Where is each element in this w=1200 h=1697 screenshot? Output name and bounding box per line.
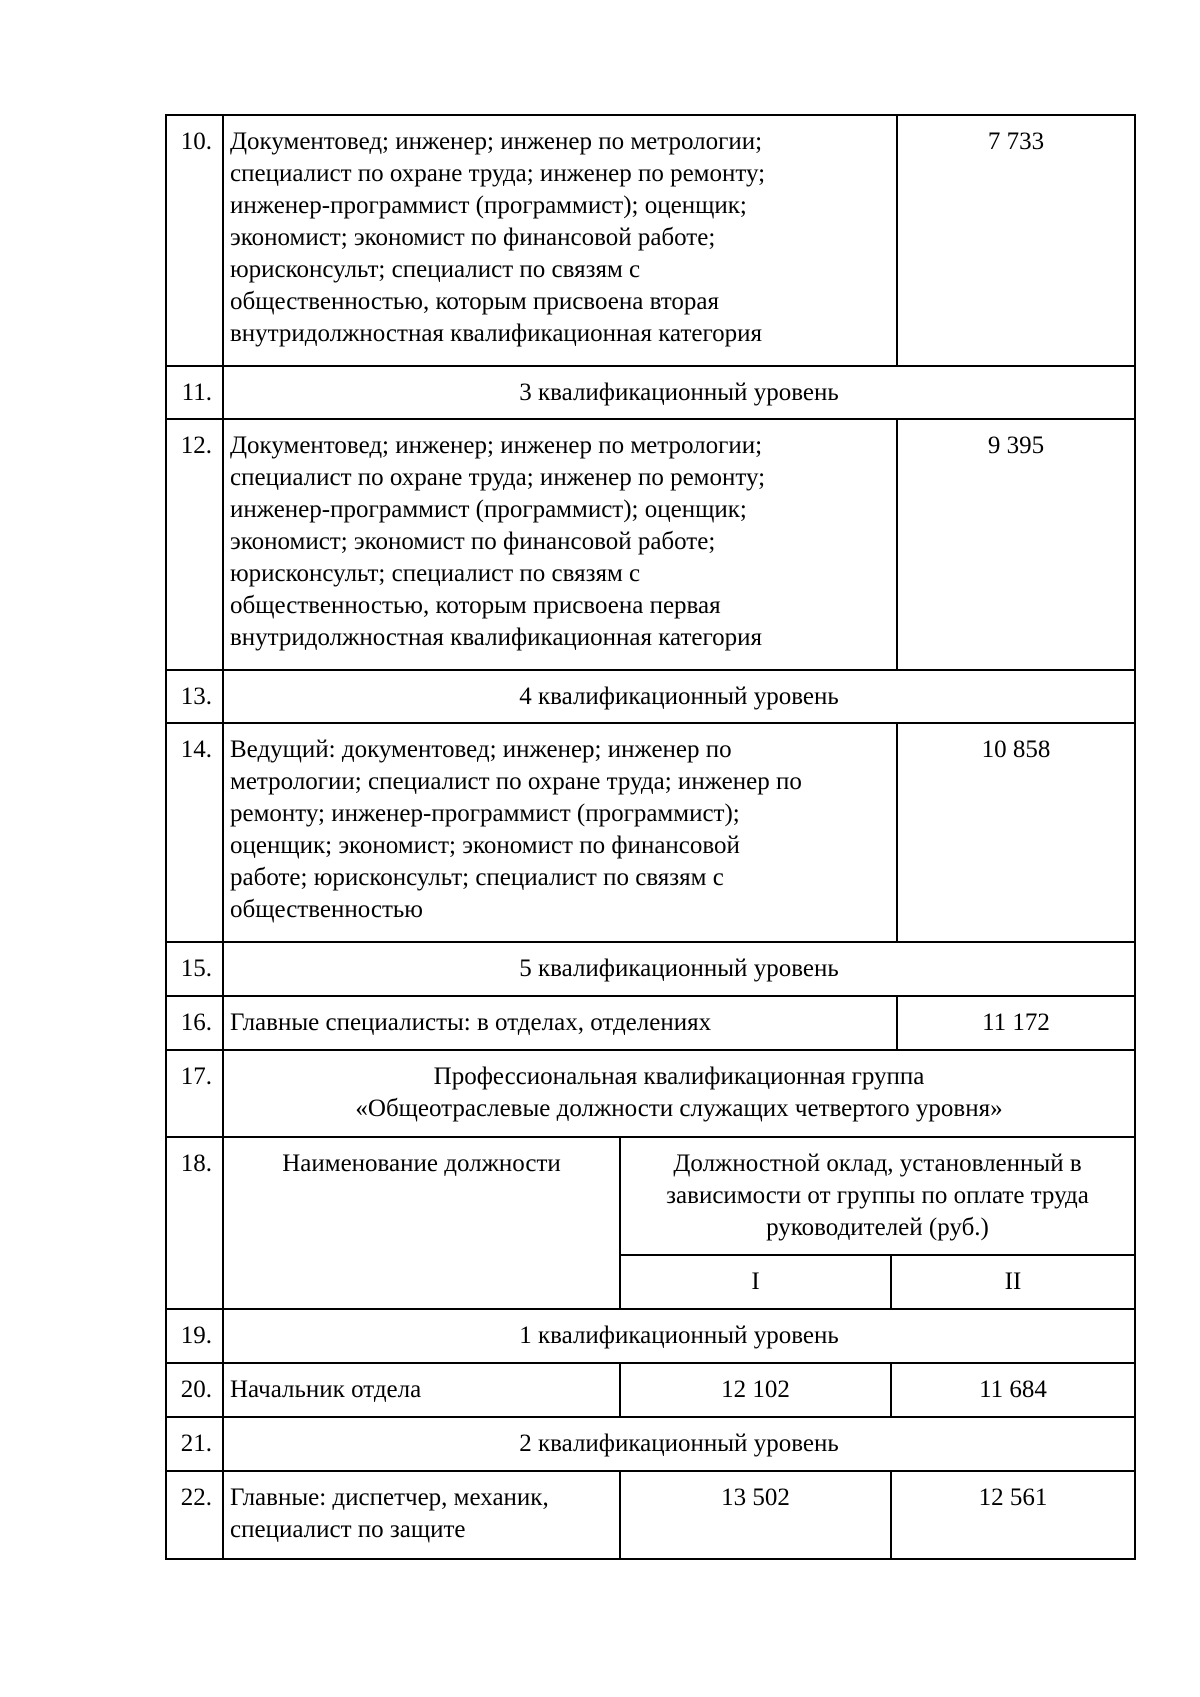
salary-value-group-1: 12 102 bbox=[721, 1376, 790, 1403]
salary-value-group-2: 12 561 bbox=[978, 1484, 1048, 1511]
row-number: 11. bbox=[181, 379, 212, 406]
salary-value: 11 172 bbox=[982, 1009, 1050, 1036]
qualification-level-heading: 4 квалификационный уровень bbox=[519, 683, 839, 710]
position-title: Ведущий: документовед; инженер; инженер по метрологии; специалист по охране труда; инженер по ремонту; инженер-программист (программист); оценщик; экономист; экономист по финансовой работе; юрисконсульт; специалист по связям с общественностью bbox=[230, 736, 802, 923]
qualification-level-heading: 3 квалификационный уровень bbox=[519, 379, 839, 406]
position-title: Начальник отдела bbox=[230, 1376, 422, 1403]
position-title: Главные: диспетчер, механик, специалист по защите bbox=[230, 1484, 549, 1543]
qualification-level-heading: 1 квалификационный уровень bbox=[519, 1322, 839, 1349]
qualification-level-heading: 5 квалификационный уровень bbox=[519, 955, 839, 982]
row-number: 18. bbox=[180, 1150, 212, 1177]
position-title: Документовед; инженер; инженер по метрологии; специалист по охране труда; инженер по ремонту; инженер-программист (программист); оценщик; экономист; экономист по финансовой работе; юрисконсульт; специалист по связям с общественностью, которым присвоена вторая внутридолжностная квалификационная категория bbox=[230, 128, 766, 347]
row-number: 21. bbox=[180, 1430, 212, 1457]
row-number: 16. bbox=[180, 1009, 212, 1036]
professional-group-heading: Профессиональная квалификационная группа «Общеотраслевые должности служащих четвертого уровня» bbox=[355, 1063, 1003, 1122]
row-number: 12. bbox=[180, 432, 212, 459]
salary-value-group-2: 11 684 bbox=[979, 1376, 1047, 1403]
row-number: 14. bbox=[180, 736, 212, 763]
position-title: Документовед; инженер; инженер по метрологии; специалист по охране труда; инженер по ремонту; инженер-программист (программист); оценщик; экономист; экономист по финансовой работе; юрисконсульт; специалист по связям с общественностью, которым присвоена первая внутридолжностная квалификационная категория bbox=[230, 432, 766, 651]
position-title: Главные специалисты: в отделах, отделениях bbox=[230, 1009, 712, 1036]
row-number: 20. bbox=[180, 1376, 212, 1403]
column-header-salary: Должностной оклад, установленный в зависимости от группы по оплате труда руководителей (руб.) bbox=[666, 1150, 1089, 1241]
row-number: 15. bbox=[180, 955, 212, 982]
column-header-position: Наименование должности bbox=[282, 1150, 561, 1177]
row-number: 10. bbox=[180, 128, 212, 155]
row-number: 22. bbox=[180, 1484, 212, 1511]
column-header-group-2: II bbox=[1004, 1268, 1022, 1295]
salary-value: 7 733 bbox=[987, 128, 1045, 155]
salary-value-group-1: 13 502 bbox=[721, 1484, 790, 1511]
row-number: 19. bbox=[180, 1322, 212, 1349]
row-number: 13. bbox=[180, 683, 212, 710]
qualification-level-heading: 2 квалификационный уровень bbox=[519, 1430, 839, 1457]
row-number: 17. bbox=[180, 1063, 212, 1090]
salary-value: 9 395 bbox=[987, 432, 1045, 459]
column-header-group-1: I bbox=[751, 1268, 760, 1295]
salary-value: 10 858 bbox=[981, 736, 1051, 763]
